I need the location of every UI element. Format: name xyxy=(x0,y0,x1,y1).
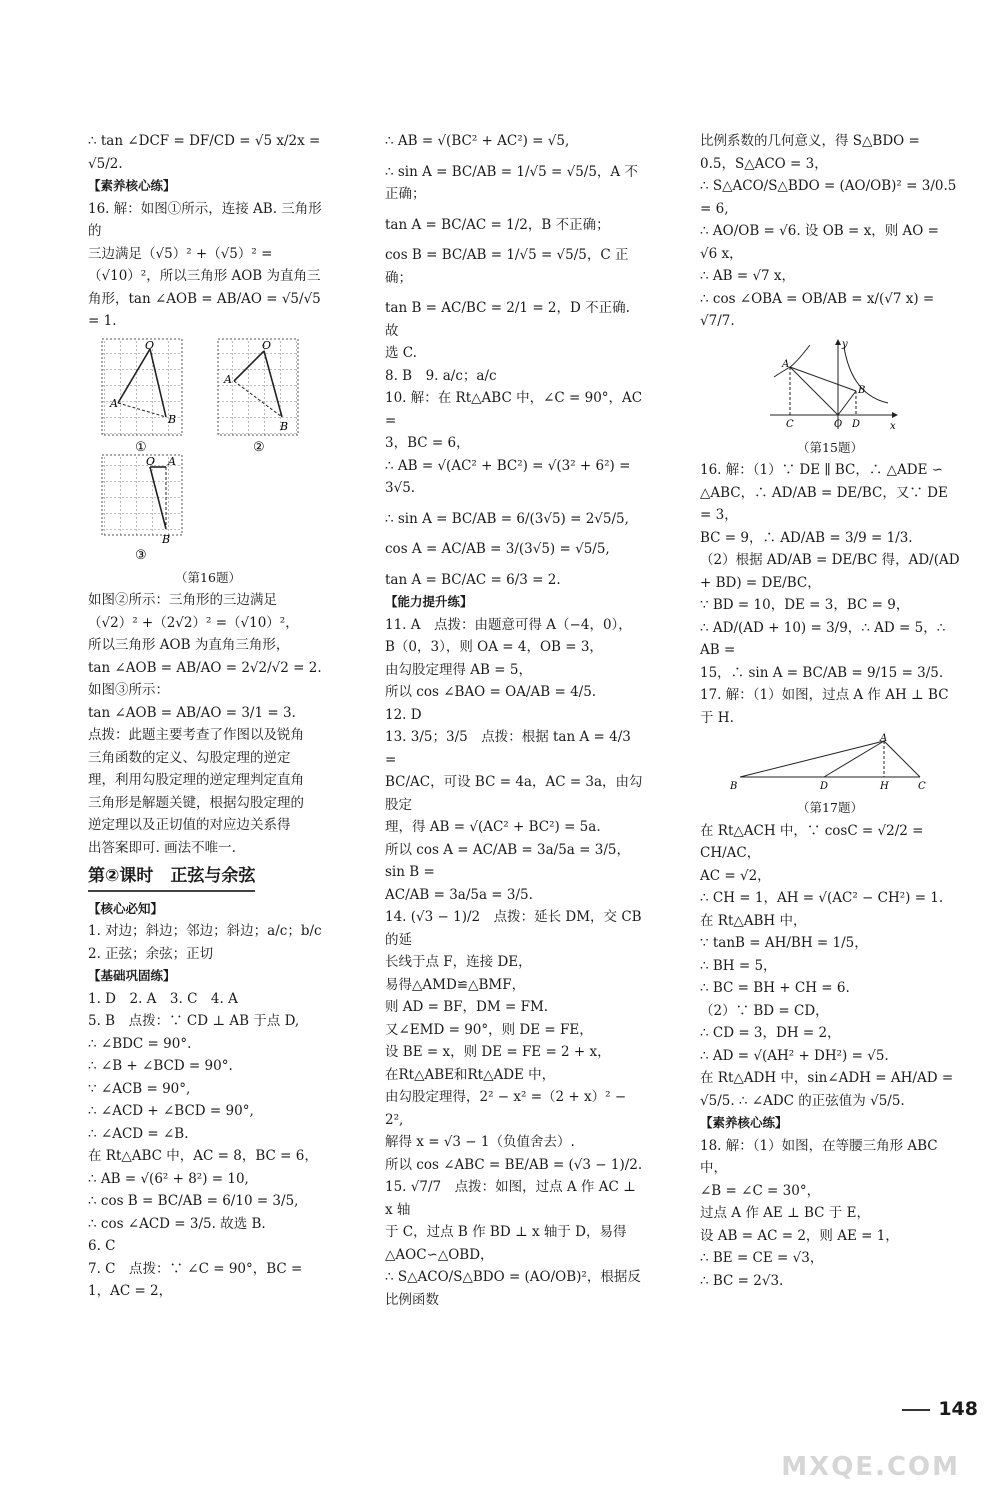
text-line: 在 Rt△ACH 中，∵ cosC = √2/2 = CH/AC， xyxy=(700,822,928,861)
text-line: ∴ AO/OB = √6. 设 OB = x，则 AO = √6 x， xyxy=(700,223,944,262)
text-line: 逆定理以及正切值的对应边关系得 xyxy=(88,817,291,833)
svg-text:B: B xyxy=(858,384,866,396)
text-line: √5/5. ∴ ∠ADC 的正弦值为 √5/5. xyxy=(700,1092,905,1109)
svg-text:A: A xyxy=(168,454,176,468)
text-line: ∴ AB = √(AC² + BC²) = √(3² + 6²) = xyxy=(385,457,631,474)
text-line: 所以 cos A = AC/AB = 3a/5a = 3/5，sin B = xyxy=(385,841,630,880)
text-line: AC = √2， xyxy=(700,867,771,884)
svg-text:O: O xyxy=(146,454,156,468)
text-line: 所以 cos ∠ABC = BE/AB = (√3 − 1)/2. xyxy=(385,1156,643,1173)
section-heading: 【素养核心练】 xyxy=(700,1115,788,1130)
text-line: 16. 解：如图①所示，连接 AB. 三角形的 xyxy=(88,200,322,239)
svg-text:B: B xyxy=(730,781,738,792)
text-line: ∴ S△ACO/S△BDO = (AO/OB)²，根据反比例函数 xyxy=(385,1269,641,1308)
text-line: ∴ tan ∠DCF = DF/CD = √5 x/2x = √5/2. xyxy=(88,133,325,172)
lesson-title: 第②课时 正弦与余弦 xyxy=(88,865,255,892)
text-line: （2）∵ BD = CD， xyxy=(700,1002,829,1019)
text-line: 12. D xyxy=(385,706,422,723)
text-line: ∴ cos ∠ACD = 3/5. 故选 B. xyxy=(88,1215,266,1232)
text-line: 长线于点 F，连接 DE， xyxy=(385,954,532,970)
text-line: ∴ AD = √(AH² + DH²) = √5. xyxy=(700,1047,889,1064)
text-line: cos B = BC/AB = 1/√5 = √5/5，C 正确； xyxy=(385,247,629,286)
text-line: AC/AB = 3a/5a = 3/5. xyxy=(385,886,533,903)
text-line: ∴ AD/(AD + 10) = 3/9，∴ AD = 5，∴ AB = xyxy=(700,619,950,658)
text-line: 于 C，过点 B 作 BD ⊥ x 轴于 D，易得 xyxy=(385,1224,627,1240)
text-line: tan ∠AOB = AB/AO = 3/1 = 3. xyxy=(88,704,296,721)
section-heading: 【素养核心练】 xyxy=(88,178,176,193)
text-line: 5. B 点拨：∵ CD ⊥ AB 于点 D, xyxy=(88,1013,300,1029)
section-heading: 【能力提升练】 xyxy=(385,594,473,609)
svg-text:D: D xyxy=(820,781,829,792)
text-line: 由勾股定理得 AB = 5， xyxy=(385,661,532,678)
svg-text:D: D xyxy=(852,418,861,430)
text-line: △ABC，∴ AD/AB = DE/BC，又∵ DE = 3， xyxy=(700,484,953,523)
figure-caption: （第16题） xyxy=(175,569,241,585)
svg-text:x: x xyxy=(890,420,896,432)
text-line: 点拨：此题主要考查了作图以及锐角 xyxy=(88,727,304,743)
svg-text:C: C xyxy=(918,781,926,792)
text-line: 选 C. xyxy=(385,345,417,361)
text-line: 设 BE = x，则 DE = FE = 2 + x， xyxy=(385,1044,611,1060)
text-line: BC/AC，可设 BC = 4a，AC = 3a，由勾股定 xyxy=(385,774,643,813)
text-line: ∠B = ∠C = 30°， xyxy=(700,1182,821,1199)
svg-text:H: H xyxy=(880,781,889,792)
text-line: 18. 解：（1）如图，在等腰三角形 ABC 中， xyxy=(700,1137,942,1176)
text-line: ∴ BC = 2√3. xyxy=(700,1272,784,1289)
text-line: ∴ BC = BH + CH = 6. xyxy=(700,980,850,996)
text-line: △AOC∽△OBD， xyxy=(385,1246,494,1263)
text-line: 11. A 点拨：由题意可得 A（−4，0）， xyxy=(385,616,632,633)
text-line: 16. 解：（1）∵ DE ∥ BC，∴ △ADE ∽ xyxy=(700,462,944,478)
text-line: 所以三角形 AOB 为直角三角形， xyxy=(88,637,290,653)
text-line: 在 Rt△ABC 中，AC = 8，BC = 6， xyxy=(88,1148,318,1164)
text-line: 3√5. xyxy=(385,480,416,496)
text-line: 7. C 点拨：∵ ∠C = 90°，BC = 1，AC = 2， xyxy=(88,1260,307,1299)
text-line: ∵ BD = 10，DE = 3，BC = 9， xyxy=(700,597,910,613)
text-line: B（0，3），则 OA = 4，OB = 3， xyxy=(385,639,603,655)
text-line: 14. (√3 − 1)/2 点拨：延长 DM，交 CB 的延 xyxy=(385,909,646,948)
text-line: 三角形是解题关键，根据勾股定理的 xyxy=(88,794,304,811)
svg-text:O: O xyxy=(145,338,155,352)
figure-caption: （第15题） xyxy=(797,439,863,455)
text-line: 在 Rt△ABH 中， xyxy=(700,912,807,929)
fig-label: ② xyxy=(253,439,265,455)
text-line: ∴ sin A = BC/AB = 1/√5 = √5/5，A 不正确； xyxy=(385,163,638,202)
text-line: tan B = AC/BC = 2/1 = 2，D 不正确. 故 xyxy=(385,300,635,339)
text-line: cos A = AC/AB = 3/(3√5) = √5/5, xyxy=(385,541,610,557)
figure-16-grids xyxy=(88,337,328,563)
text-line: 所以 cos ∠BAO = OA/AB = 4/5. xyxy=(385,684,597,700)
text-line: ∵ ∠ACB = 90°, xyxy=(88,1080,191,1097)
text-line: ∴ ∠B + ∠BCD = 90°. xyxy=(88,1058,233,1074)
text-line: 1. D 2. A 3. C 4. A xyxy=(88,990,238,1007)
text-line: 3，BC = 6， xyxy=(385,435,470,451)
text-line: tan A = BC/AC = 6/3 = 2. xyxy=(385,571,561,588)
figure-caption: （第17题） xyxy=(797,800,863,815)
text-line: ∴ ∠ACD + ∠BCD = 90°, xyxy=(88,1103,254,1119)
text-line: 由勾股定理得，2² − x² =（2 + x）² − xyxy=(385,1089,627,1105)
fig-label: ③ xyxy=(135,547,147,563)
svg-text:O: O xyxy=(834,418,843,430)
text-line: BC = 9，∴ AD/AB = 3/9 = 1/3. xyxy=(700,529,913,546)
svg-text:C: C xyxy=(786,418,794,430)
figure-17-triangle xyxy=(720,733,940,793)
text-line: 2. 正弦；余弦；正切 xyxy=(88,945,214,962)
text-line: 在Rt△ABE和Rt△ADE 中， xyxy=(385,1066,556,1083)
text-line: ∴ AB = √7 x， xyxy=(700,268,796,284)
text-line: 则 AD = BF，DM = FM. xyxy=(385,999,549,1015)
text-line: ∴ ∠ACD = ∠B. xyxy=(88,1125,189,1142)
text-line: 10. 解：在 Rt△ABC 中，∠C = 90°，AC = xyxy=(385,390,647,429)
text-line: 过点 A 作 AE ⊥ BC 于 E， xyxy=(700,1205,870,1221)
svg-text:B: B xyxy=(162,532,171,546)
text-line: ∴ BE = CE = √3， xyxy=(700,1250,824,1266)
text-line: （√2）² +（2√2）² =（√10）²， xyxy=(88,614,299,631)
text-line: （2）根据 AD/AB = DE/BC 得，AD/(AD + BD) = DE/BC， xyxy=(700,552,964,591)
text-line: 三角函数的定义、勾股定理的逆定 xyxy=(88,749,291,766)
text-line: 6. C xyxy=(88,1238,116,1254)
text-line: 比例系数的几何意义，得 S△BDO = xyxy=(700,133,920,149)
svg-text:A: A xyxy=(110,396,118,410)
text-line: 三边满足（√5）² +（√5）² = xyxy=(88,245,273,262)
text-line: ∴ CH = 1，AH = √(AC² − CH²) = 1. xyxy=(700,890,944,906)
text-line: ∴ ∠BDC = 90°. xyxy=(88,1035,192,1052)
text-line: 出答案即可. 画法不唯一. xyxy=(88,839,236,856)
section-heading: 【基础巩固练】 xyxy=(88,968,176,983)
svg-text:O: O xyxy=(262,338,272,352)
section-heading: 【核心必知】 xyxy=(88,900,164,916)
svg-text:y: y xyxy=(842,338,848,350)
text-line: 2², xyxy=(385,1111,404,1128)
text-line: 如图②所示：三角形的三边满足 xyxy=(88,592,277,608)
svg-text:B: B xyxy=(168,412,177,426)
page-number: 148 xyxy=(902,1398,978,1420)
text-line: （√10）²，所以三角形 AOB 为直角三 xyxy=(88,268,321,284)
text-line: 在 Rt△ADH 中，sin∠ADH = AH/AD = xyxy=(700,1070,954,1086)
svg-text:A: A xyxy=(880,733,888,744)
text-line: ∴ AB = √(6² + 8²) = 10, xyxy=(88,1170,249,1187)
text-line: 1. 对边；斜边；邻边；斜边；a/c；b/c xyxy=(88,923,322,939)
text-line: 设 AB = AC = 2，则 AE = 1， xyxy=(700,1227,899,1244)
text-line: 于 H. xyxy=(700,709,734,726)
text-line: 角形，tan ∠AOB = AB/AO = √5/√5 = 1. xyxy=(88,290,326,329)
text-line: 8. B 9. a/c；a/c xyxy=(385,367,497,384)
text-line: tan A = BC/AC = 1/2，B 不正确； xyxy=(385,216,610,233)
text-line: ∴ S△ACO/S△BDO = (AO/OB)² = 3/0.5 = 6, xyxy=(700,178,961,217)
figure-15-graph xyxy=(760,337,900,433)
fig-label: ① xyxy=(135,439,147,455)
text-line: 15. √7/7 点拨：如图，过点 A 作 AC ⊥ x 轴 xyxy=(385,1179,641,1218)
watermark: MXQE.COM xyxy=(781,1452,960,1482)
text-line: 易得△AMD≌△BMF， xyxy=(385,976,526,993)
text-line: ∴ sin A = BC/AB = 6/(3√5) = 2√5/5, xyxy=(385,510,629,527)
text-line: ∴ cos B = BC/AB = 6/10 = 3/5, xyxy=(88,1193,299,1209)
svg-text:B: B xyxy=(280,419,289,433)
text-line: ∴ AB = √(BC² + AC²) = √5, xyxy=(385,133,570,149)
text-line: 又∠EMD = 90°，则 DE = FE， xyxy=(385,1021,593,1038)
text-line: 17. 解：（1）如图，过点 A 作 AH ⊥ BC xyxy=(700,687,949,703)
text-line: 解得 x = √3 − 1（负值舍去）. xyxy=(385,1134,575,1150)
text-line: ∴ BH = 5， xyxy=(700,957,777,974)
text-line: 理，利用勾股定理的逆定理判定直角 xyxy=(88,772,304,788)
text-line: 0.5，S△ACO = 3， xyxy=(700,155,828,172)
text-line: 理，得 AB = √(AC² + BC²) = 5a. xyxy=(385,819,601,835)
column-middle xyxy=(385,130,645,1311)
text-line: 如图③所示： xyxy=(88,682,169,698)
text-line: ∴ cos ∠OBA = OB/AB = x/(√7 x) = √7/7. xyxy=(700,290,939,329)
column-right xyxy=(700,130,964,1292)
column-left xyxy=(88,130,328,1303)
svg-text:A: A xyxy=(224,372,232,386)
text-line: 13. 3/5；3/5 点拨：根据 tan A = 4/3 = xyxy=(385,729,636,768)
text-line: ∵ tanB = AH/BH = 1/5， xyxy=(700,935,868,951)
text-line: 15，∴ sin A = BC/AB = 9/15 = 3/5. xyxy=(700,664,944,681)
text-line: tan ∠AOB = AB/AO = 2√2/√2 = 2. xyxy=(88,659,322,676)
text-line: ∴ CD = 3，DH = 2， xyxy=(700,1025,841,1041)
svg-text:A: A xyxy=(782,358,790,370)
